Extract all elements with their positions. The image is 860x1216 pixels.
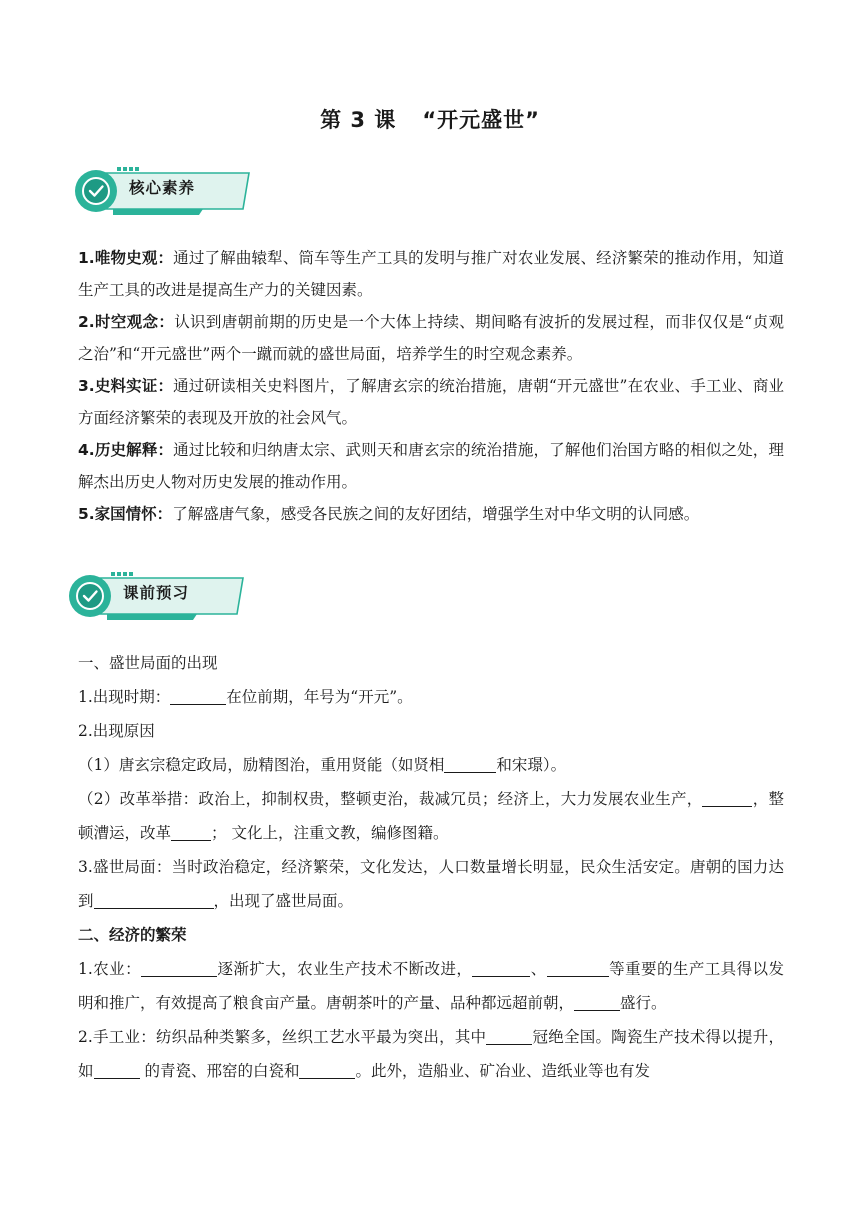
core-item xyxy=(78,370,784,434)
core-item-label: 3.史料实证： xyxy=(78,377,174,395)
answer-blank[interactable] xyxy=(170,686,226,705)
answer-blank[interactable] xyxy=(299,1060,355,1079)
section-badge-preview xyxy=(67,572,252,630)
core-item xyxy=(78,434,784,498)
fill-line-reason-2 xyxy=(78,782,784,850)
core-item-label: 4.历史解释： xyxy=(78,441,174,459)
line-text: 1.出现时期： xyxy=(78,688,171,706)
line-text: 。此外，造船业、矿冶业、造纸业等也有发 xyxy=(355,1062,650,1080)
core-item-text: 通过研读相关史料图片，了解唐玄宗的统治措施，唐朝“开元盛世”在农业、手工业、商业方面经济繁荣的表现及开放的社会风气。 xyxy=(78,377,784,427)
line-text: 2.手工业：纺织品种类繁多，丝织工艺水平最为突出，其中 xyxy=(78,1028,487,1046)
section-heading-1: 一、盛世局面的出现 xyxy=(78,654,218,672)
line-text: 1.农业： xyxy=(78,960,142,978)
line-text: 的青瓷、邢窑的白瓷和 xyxy=(139,1062,300,1080)
line-text: 3.盛世局面：当时政治稳定，经济繁荣，文化发达，人口数量增长明显，民众生活安定。唐朝的国力达到 xyxy=(78,858,784,910)
core-item-text: 通过了解曲辕犁、筒车等生产工具的发明与推广对农业发展、经济繁荣的推动作用，知道生产工具的改进是提高生产力的关键因素。 xyxy=(78,249,784,299)
core-item-text: 认识到唐朝前期的历史是一个大体上持续、期间略有波折的发展过程，而非仅仅是“贞观之治”和“开元盛世”两个一蹴而就的盛世局面，培养学生的时空观念素养。 xyxy=(78,313,784,363)
line-text: 在位前期，年号为“开元”。 xyxy=(226,688,413,706)
line-text: 和宋璟）。 xyxy=(496,756,567,774)
answer-blank[interactable] xyxy=(547,958,609,977)
core-item xyxy=(78,306,784,370)
line-text: 盛行。 xyxy=(620,994,667,1012)
page-title xyxy=(0,104,860,134)
answer-blank[interactable] xyxy=(171,822,211,841)
line-text: ，整顿漕运，改革 xyxy=(78,790,784,842)
line-text: 等重要的生产工具得以发明和推广，有效提高了粮食亩产量。唐朝茶叶的产量、品种都远超前朝， xyxy=(78,960,784,1012)
core-item xyxy=(78,498,784,530)
line-text: ，出现了盛世局面。 xyxy=(213,892,354,910)
core-item-text: 通过比较和归纳唐太宗、武则天和唐玄宗的统治措施，了解他们治国方略的相似之处，理解杰出历史人物对历史发展的推动作用。 xyxy=(78,441,784,491)
answer-blank[interactable] xyxy=(472,958,530,977)
core-item-text: 了解盛唐气象，感受各民族之间的友好团结，增强学生对中华文明的认同感。 xyxy=(172,505,700,523)
answer-blank[interactable] xyxy=(141,958,217,977)
answer-blank[interactable] xyxy=(444,754,496,773)
fill-line-reason-1 xyxy=(78,748,784,782)
section-badge-core xyxy=(73,167,258,225)
subheading-reasons: 2.出现原因 xyxy=(78,722,155,740)
badge-label-core: 核心素养 xyxy=(129,179,196,197)
answer-blank[interactable] xyxy=(94,1060,140,1079)
line-text: 逐渐扩大，农业生产技术不断改进， xyxy=(217,960,473,978)
section-heading-2: 二、经济的繁荣 xyxy=(78,926,187,944)
answer-blank[interactable] xyxy=(574,992,620,1011)
core-item-label: 2.时空观念： xyxy=(78,313,175,331)
lesson-number: 第 3 课 xyxy=(320,108,397,132)
answer-blank[interactable] xyxy=(94,890,214,909)
fill-line-agriculture xyxy=(78,952,784,1020)
fill-line-handicraft xyxy=(78,1020,784,1088)
core-competencies xyxy=(78,242,784,530)
core-item-label: 5.家国情怀： xyxy=(78,505,173,523)
core-item-label: 1.唯物史观： xyxy=(78,249,174,267)
line-text: （2）改革举措：政治上，抑制权贵，整顿吏治，裁减冗员；经济上，大力发展农业生产， xyxy=(78,790,703,808)
badge-label-preview: 课前预习 xyxy=(123,584,190,602)
fill-line-prosperity xyxy=(78,850,784,918)
fill-line-period xyxy=(78,680,784,714)
answer-blank[interactable] xyxy=(486,1026,532,1045)
preview-section xyxy=(78,646,784,1088)
line-text: 冠绝全国。陶瓷生产技术得以提升，如 xyxy=(78,1028,784,1080)
answer-blank[interactable] xyxy=(702,788,752,807)
line-text: （1）唐玄宗稳定政局，励精图治，重用贤能（如贤相 xyxy=(78,756,445,774)
lesson-topic: “开元盛世” xyxy=(422,108,540,132)
core-item xyxy=(78,242,784,306)
line-text: 、 xyxy=(530,960,547,978)
line-text: ； 文化上，注重文教，编修图籍。 xyxy=(211,824,449,842)
